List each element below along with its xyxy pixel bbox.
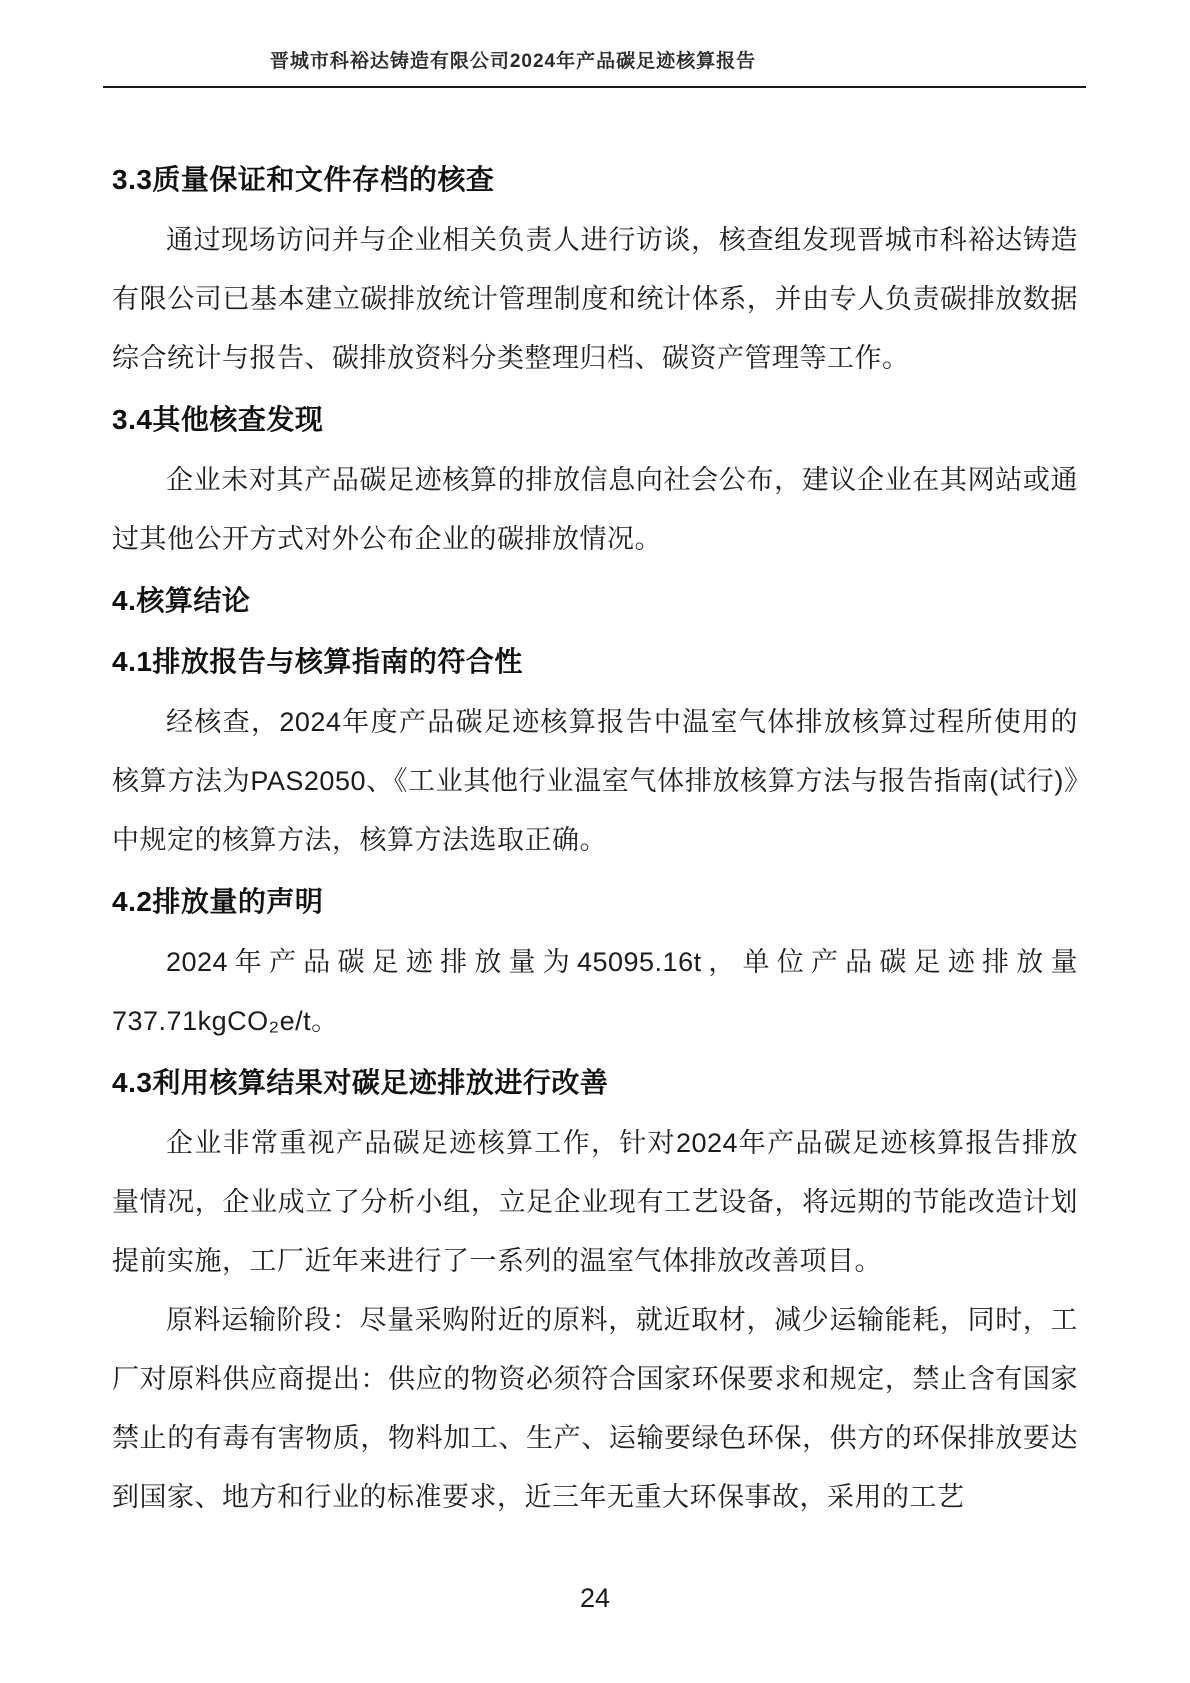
- paragraph-4-1: 经核查，2024年度产品碳足迹核算报告中温室气体排放核算过程所使用的核算方法为PAS2050、《工业其他行业温室气体排放核算方法与报告指南(试行)》中规定的核算方法，核算方法选取正确。: [112, 707, 1078, 855]
- header-divider: [103, 86, 1086, 88]
- paragraph-4-3-raw-material-transport: 原料运输阶段：尽量采购附近的原料，就近取材，减少运输能耗，同时，工厂对原料供应商提出：供应的物资必须符合国家环保要求和规定，禁止含有国家禁止的有毒有害物质，物料加工、生产、运输要绿色环保，供方的环保排放要达到国家、地方和行业的标准要求，近三年无重大环保事故，采用的工艺: [112, 1305, 1078, 1512]
- paragraph-3-3: 通过现场访问并与企业相关负责人进行访谈，核查组发现晋城市科裕达铸造有限公司已基本建立碳排放统计管理制度和统计体系，并由专人负责碳排放数据综合统计与报告、碳排放资料分类整理归档、碳资产管理等工作。: [112, 225, 1078, 373]
- paragraph-4-2-emission-statement: 2024年产品碳足迹排放量为45095.16t，单位产品碳足迹排放量737.71kgCO₂e/t。: [112, 947, 1078, 1036]
- page-header: [0, 0, 1190, 74]
- page-footer: [0, 1583, 1190, 1614]
- section-heading-3-3: 3.3质量保证和文件存档的核查: [112, 164, 495, 195]
- page-header-title: 晋城市科裕达铸造有限公司2024年产品碳足迹核算报告: [269, 51, 757, 72]
- report-body: [112, 150, 1078, 1527]
- paragraph-3-4: 企业未对其产品碳足迹核算的排放信息向社会公布，建议企业在其网站或通过其他公开方式对外公布企业的碳排放情况。: [112, 465, 1078, 554]
- page-number: 24: [579, 1583, 611, 1613]
- section-heading-4-2: 4.2排放量的声明: [112, 886, 324, 917]
- section-heading-3-4: 3.4其他核查发现: [112, 404, 324, 435]
- section-heading-4-3: 4.3利用核算结果对碳足迹排放进行改善: [112, 1067, 609, 1098]
- section-heading-4: 4.核算结论: [112, 585, 251, 616]
- paragraph-4-3-improvement: 企业非常重视产品碳足迹核算工作，针对2024年产品碳足迹核算报告排放量情况，企业成立了分析小组，立足企业现有工艺设备，将远期的节能改造计划提前实施，工厂近年来进行了一系列的温室气体排放改善项目。: [112, 1128, 1078, 1276]
- section-heading-4-1: 4.1排放报告与核算指南的符合性: [112, 646, 523, 677]
